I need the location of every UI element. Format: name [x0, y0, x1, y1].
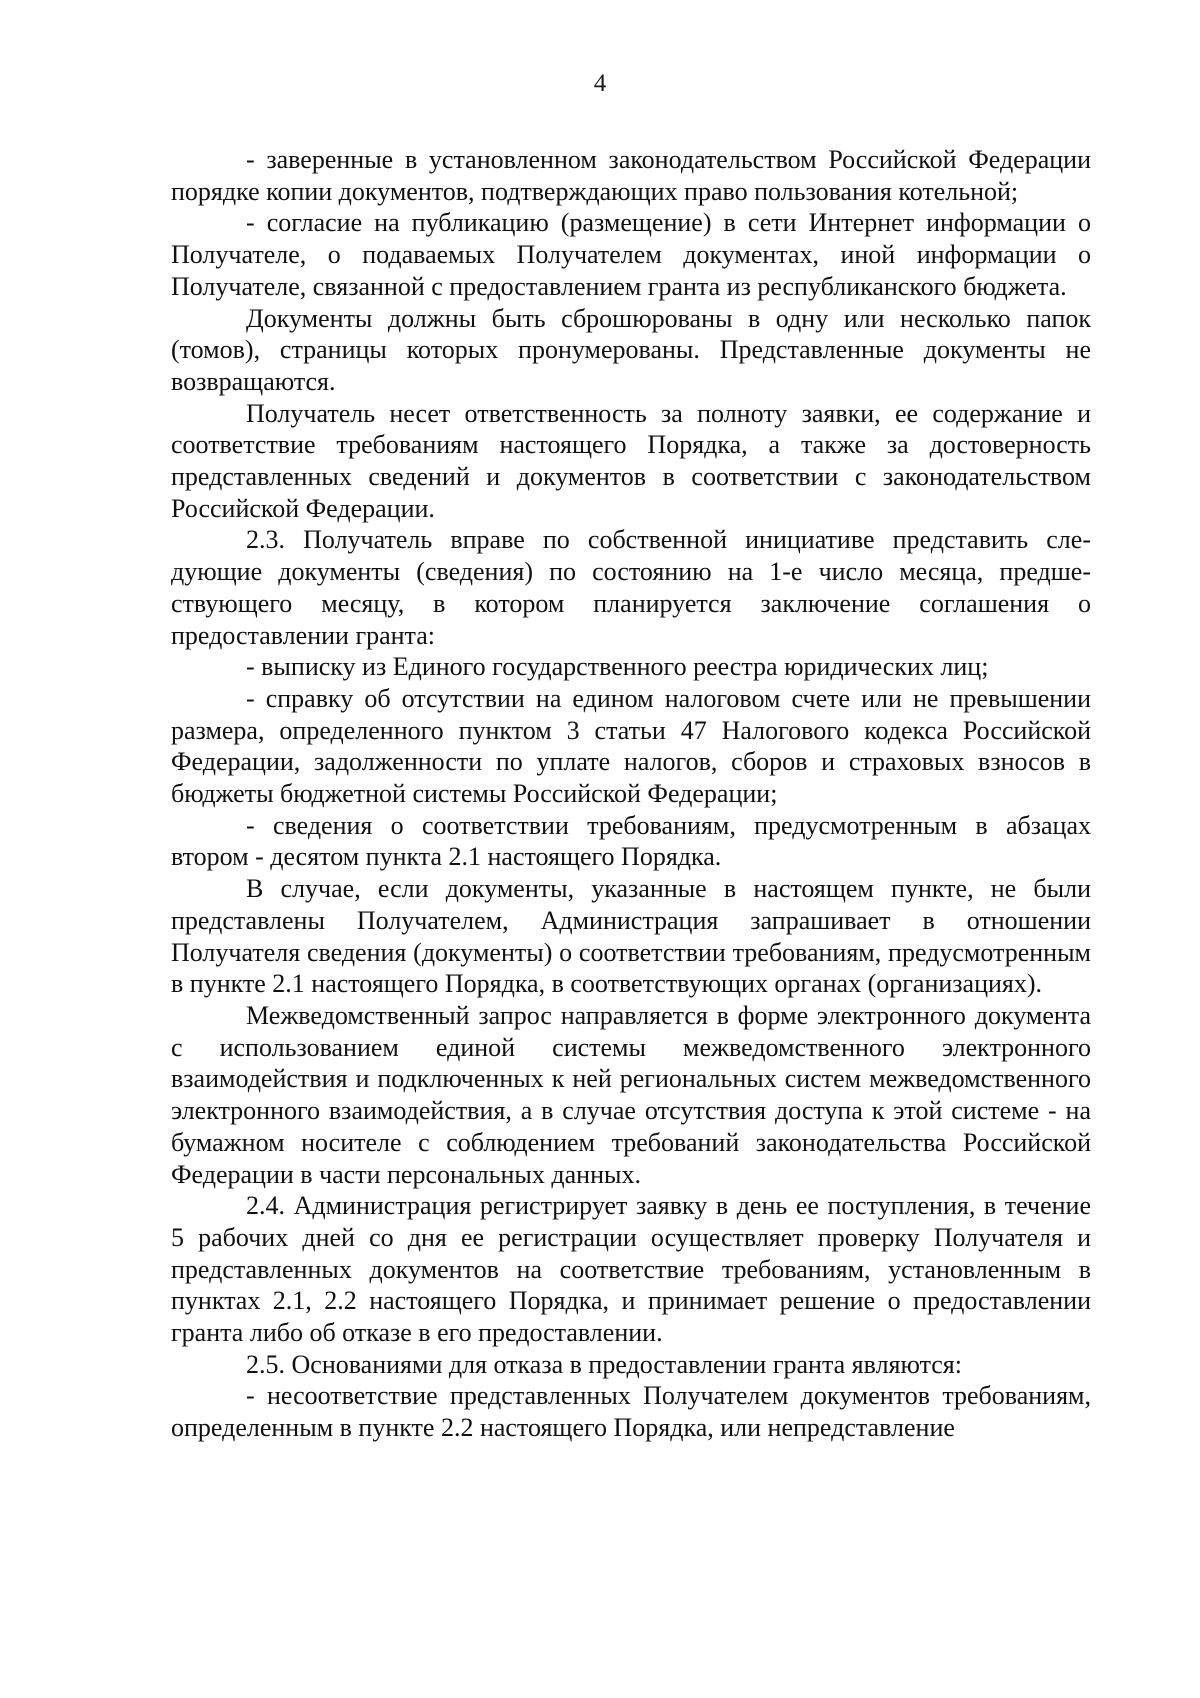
paragraph-recipient-responsibility: Получатель несет ответственность за полноту заявки, ее содержание и соответствие требованиям настоящего Порядка, а также за достоверность представленных сведений и документов в соответствии с законодательством Российской Федерации. — [171, 398, 1091, 523]
paragraph-section-2-5: 2.5. Основаниями для отказа в предоставлении гранта являются: — [246, 1349, 962, 1379]
paragraph-interdepartmental-request: Межведомственный запрос направляется в форме электронного документа с использованием единой системы межведомственного электронного взаимодействия и подключенных к ней региональных систем межведомственного электронного взаимодействия, а в случае отсутствия доступа к этой системе - на бумажном носителе с соблюдением требований законодательства Российской Федерации в части персональных данных. — [171, 1000, 1091, 1189]
paragraph-certified-copies: - заверенные в установленном законодательством Российской Федерации порядке копии документов, подтверждающих право пользования котельной; — [171, 145, 1091, 206]
paragraph-egrul-extract: - выписку из Единого государственного реестра юридических лиц; — [246, 652, 989, 682]
paragraph-administration-request: В случае, если документы, указанные в настоящем пункте, не были представлены Получателем, Администрация запрашивает в отношении Получателя сведения (документы) о соответствии требованиям, предусмотренным в пункте 2.1 настоящего Порядка, в соответствующих органах (организациях). — [171, 874, 1091, 999]
paragraph-publication-consent: - согласие на публикацию (размещение) в сети Интернет информации о Получателе, о подаваемых Получателем документах, иной информации о Получателе, связанной с предоставлением гранта из республиканского бюджета. — [171, 208, 1091, 301]
paragraph-nonconformity: - несоответствие представленных Получателем документов требованиям, определенным в пункте 2.2 настоящего Порядка, или непредставление — [171, 1381, 1091, 1443]
document-body — [171, 144, 1091, 1444]
paragraph-section-2-3: 2.3. Получатель вправе по собственной инициативе представить следующие документы (сведения) по состоянию на 1-е число месяца, предшествующего месяцу, в котором планируется заключение соглашения о предоставлении гранта: — [171, 525, 1091, 650]
paragraph-requirements-info: - сведения о соответствии требованиям, предусмотренным в абзацах втором - десятом пункта 2.1 настоящего Порядка. — [171, 810, 1091, 872]
page-number: 4 — [593, 70, 607, 97]
paragraph-tax-certificate: - справку об отсутствии на едином налоговом счете или не превышении размера, определенного пунктом 3 статьи 47 Налогового кодекса Российской Федерации, задолженности по уплате налогов, сборов и страховых взносов в бюджеты бюджетной системы Российской Федерации; — [171, 683, 1091, 809]
paragraph-documents-binding: Документы должны быть сброшюрованы в одну или несколько папок (томов), страницы которых пронумерованы. Представленные документы не возвращаются. — [171, 303, 1091, 396]
paragraph-section-2-4: 2.4. Администрация регистрирует заявку в день ее поступления, в течение 5 рабочих дней со дня ее регистрации осуществляет проверку Получателя и представленных документов на соответствие требованиям, установленным в пунктах 2.1, 2.2 настоящего Порядка, и принимает решение о предоставлении гранта либо об отказе в его предоставлении. — [171, 1191, 1091, 1348]
